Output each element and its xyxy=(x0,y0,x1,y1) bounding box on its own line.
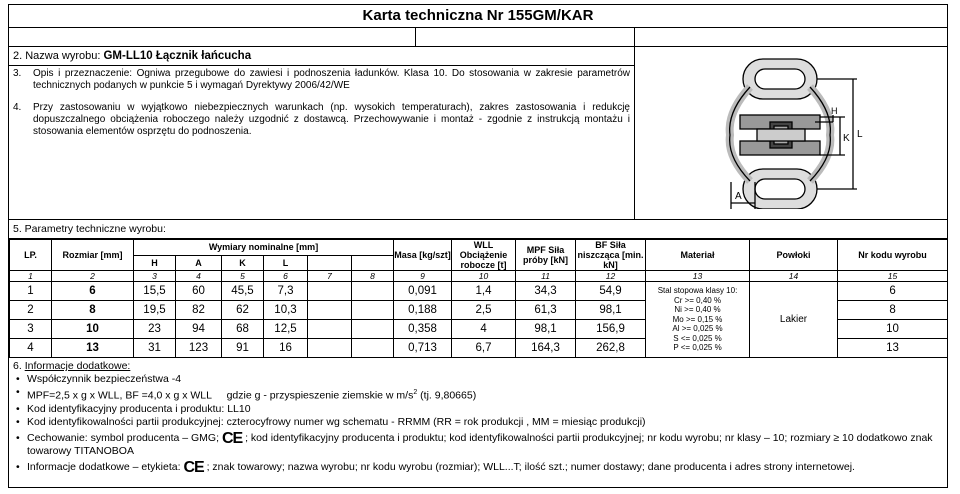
column-number: 4 xyxy=(176,271,222,282)
header-mpf: MPF Siła próby [kN] xyxy=(516,240,576,271)
usage-paragraph xyxy=(9,100,634,138)
material-line: P <= 0,025 % xyxy=(673,343,722,353)
list-item xyxy=(27,458,943,476)
cell-h: 19,5 xyxy=(134,301,176,320)
cell-wll: 2,5 xyxy=(452,301,516,320)
cell-blank xyxy=(308,339,352,358)
cell-lp: 3 xyxy=(10,320,52,339)
cell-mass: 0,091 xyxy=(394,282,452,301)
column-number: 7 xyxy=(308,271,352,282)
cell-wll: 4 xyxy=(452,320,516,339)
drawing-area xyxy=(635,47,947,219)
cell-blank xyxy=(308,301,352,320)
cell-a: 82 xyxy=(176,301,222,320)
product-name-row xyxy=(9,47,634,66)
header-material: Materiał xyxy=(646,240,750,271)
dim-label-h: H xyxy=(831,106,838,116)
cell-bf: 262,8 xyxy=(576,339,646,358)
list-item: • Współczynnik bezpieczeństwa -4 xyxy=(27,373,943,386)
blank-header-row xyxy=(9,28,947,47)
dim-header-h: H xyxy=(134,255,176,271)
info-heading-text: Informacje dodatkowe: xyxy=(24,360,131,372)
description-text xyxy=(9,47,635,219)
cell-k: 68 xyxy=(222,320,264,339)
cell-l: 12,5 xyxy=(264,320,308,339)
info-heading xyxy=(13,360,943,373)
cell-size: 10 xyxy=(52,320,134,339)
dim-label-a: A xyxy=(735,191,742,202)
column-number: 8 xyxy=(352,271,394,282)
dim-header-a: A xyxy=(176,255,222,271)
cell-material xyxy=(646,282,750,358)
cell-code: 10 xyxy=(838,320,948,339)
dim-header-blank xyxy=(308,255,352,271)
material-line: Cr >= 0,40 % xyxy=(673,295,722,305)
cell-k: 91 xyxy=(222,339,264,358)
cell-blank xyxy=(352,320,394,339)
cell-lp: 2 xyxy=(10,301,52,320)
header-bf: BF Siła niszcząca [min. kN] xyxy=(577,240,644,270)
column-number: 10 xyxy=(452,271,516,282)
list-item: • Kod identyfikowalności partii produkcyjnej: czterocyfrowy numer wg schematu - RRMM (RR = rok produkcji , MM = miesiąc produkcji) xyxy=(27,416,943,429)
technical-card xyxy=(8,4,948,488)
column-number: 1 xyxy=(10,271,52,282)
column-number: 6 xyxy=(264,271,308,282)
cell-blank xyxy=(308,320,352,339)
header-size: Rozmiar [mm] xyxy=(52,240,134,271)
marking-details: ; kod identyfikacyjny producenta i produktu; kod identyfikowalności partii produkcyjnej; nr kodu wyrobu; nr klasy – 10; rozmiary ≥ 10 dodatkowo znak towarowy TITANOBOA xyxy=(27,431,933,457)
column-number: 5 xyxy=(222,271,264,282)
cell-lp: 1 xyxy=(10,282,52,301)
product-name-label: 2. Nazwa wyrobu: xyxy=(13,50,104,62)
product-name: GM-LL10 Łącznik łańcucha xyxy=(103,50,252,62)
table-row xyxy=(10,282,948,301)
cell-code: 8 xyxy=(838,301,948,320)
blank-cell xyxy=(416,28,635,46)
cell-mpf: 34,3 xyxy=(516,282,576,301)
cell-a: 94 xyxy=(176,320,222,339)
cell-mpf: 164,3 xyxy=(516,339,576,358)
cell-l: 16 xyxy=(264,339,308,358)
cell-coating: Lakier xyxy=(750,282,838,358)
header-lp: LP. xyxy=(10,240,52,271)
header-mass: Masa [kg/szt] xyxy=(394,240,452,271)
dim-label-k: K xyxy=(843,133,850,144)
cell-mpf: 98,1 xyxy=(516,320,576,339)
cell-bf: 156,9 xyxy=(576,320,646,339)
table-header-row xyxy=(10,240,948,256)
column-number: 12 xyxy=(576,271,646,282)
cell-h: 15,5 xyxy=(134,282,176,301)
cell-h: 23 xyxy=(134,320,176,339)
cell-mpf: 61,3 xyxy=(516,301,576,320)
dim-header-l: L xyxy=(264,255,308,271)
material-composition xyxy=(646,286,749,353)
cell-k: 62 xyxy=(222,301,264,320)
formula-text: MPF=2,5 x g x WLL, BF =4,0 x g x WLL xyxy=(27,389,212,402)
column-number-row xyxy=(10,271,948,282)
marking-text: Cechowanie: symbol producenta – GMG; xyxy=(27,431,220,444)
cell-code: 6 xyxy=(838,282,948,301)
column-number: 13 xyxy=(646,271,750,282)
cell-blank xyxy=(352,282,394,301)
material-line: Stal stopowa klasy 10: xyxy=(657,286,738,296)
superscript: 2 xyxy=(413,389,418,396)
document-title: Karta techniczna Nr 155GM/KAR xyxy=(9,5,947,28)
cell-size: 8 xyxy=(52,301,134,320)
column-number: 9 xyxy=(394,271,452,282)
column-number: 2 xyxy=(52,271,134,282)
chain-link-drawing xyxy=(635,57,947,209)
additional-info xyxy=(9,358,947,476)
cell-l: 7,3 xyxy=(264,282,308,301)
dim-header-k: K xyxy=(222,255,264,271)
cell-a: 60 xyxy=(176,282,222,301)
material-line: Al >= 0,025 % xyxy=(672,324,723,334)
cell-a: 123 xyxy=(176,339,222,358)
paragraph-text: Opis i przeznaczenie: Ogniwa przegubowe do zawiesi i podnoszenia ładunków. Klasa 10. Do stosowania w zakresie parametrów technicznych podanych w punkcie 5 i wymagań Dyrektywy 2006/42/WE xyxy=(33,68,630,91)
label-info-details: ; znak towarowy; nazwa wyrobu; nr kodu wyrobu (rozmiar); WLL...T; ilość szt.; numer dostawy; dane producenta i adres strony internetowej. xyxy=(206,460,855,473)
material-line: Mo >= 0,15 % xyxy=(672,314,723,324)
cell-wll: 6,7 xyxy=(452,339,516,358)
parameters-heading: 5. Parametry techniczne wyrobu: xyxy=(9,220,947,239)
list-item xyxy=(27,386,943,403)
formula-note: gdzie g - przyspieszenie ziemskie w m/s xyxy=(226,389,414,402)
cell-h: 31 xyxy=(134,339,176,358)
paragraph-text: Przy zastosowaniu w wyjątkowo niebezpiecznych warunkach (np. wysokich temperaturach), zakres zastosowania i redukcję dopuszczalnego obciążenia roboczego należy uzgodnić z dostawcą. Przechowywanie i montaż - zgodnie z instrukcją montażu i stosowania elementów osprzętu do podnoszenia. xyxy=(33,102,630,137)
cell-lp: 4 xyxy=(10,339,52,358)
description-paragraph xyxy=(9,66,634,92)
cell-size: 13 xyxy=(52,339,134,358)
info-number: 6. xyxy=(13,360,22,372)
header-dimensions: Wymiary nominalne [mm] xyxy=(134,240,394,256)
label-info-text: Informacje dodatkowe – etykieta: xyxy=(27,460,181,473)
cell-size: 6 xyxy=(52,282,134,301)
ce-mark-icon: CE xyxy=(221,429,243,447)
paragraph-number: 4. xyxy=(13,102,22,113)
description-block xyxy=(9,47,947,220)
cell-mass: 0,713 xyxy=(394,339,452,358)
material-line: Ni >= 0,40 % xyxy=(674,305,721,315)
header-coating: Powłoki xyxy=(750,240,838,271)
header-wll: WLL Obciążenie robocze [t] xyxy=(452,240,516,271)
cell-k: 45,5 xyxy=(222,282,264,301)
column-number: 15 xyxy=(838,271,948,282)
list-item xyxy=(27,429,943,458)
cell-blank xyxy=(352,339,394,358)
column-number: 11 xyxy=(516,271,576,282)
column-number: 14 xyxy=(750,271,838,282)
cell-code: 13 xyxy=(838,339,948,358)
cell-bf: 54,9 xyxy=(576,282,646,301)
dim-header-blank xyxy=(352,255,394,271)
cell-bf: 98,1 xyxy=(576,301,646,320)
dim-label-l: L xyxy=(857,129,863,140)
cell-blank xyxy=(352,301,394,320)
cell-mass: 0,188 xyxy=(394,301,452,320)
column-number: 3 xyxy=(134,271,176,282)
blank-cell xyxy=(9,28,416,46)
info-list xyxy=(13,373,943,474)
list-item: • Kod identyfikacyjny producenta i produktu: LL10 xyxy=(27,403,943,416)
parameters-table xyxy=(9,239,948,358)
formula-value: (tj. 9,80665) xyxy=(417,389,477,402)
header-code: Nr kodu wyrobu xyxy=(838,240,948,271)
cell-blank xyxy=(308,282,352,301)
material-line: S <= 0,025 % xyxy=(673,333,722,343)
ce-mark-icon: CE xyxy=(183,458,204,476)
cell-mass: 0,358 xyxy=(394,320,452,339)
paragraph-number: 3. xyxy=(13,68,22,79)
cell-wll: 1,4 xyxy=(452,282,516,301)
cell-l: 10,3 xyxy=(264,301,308,320)
